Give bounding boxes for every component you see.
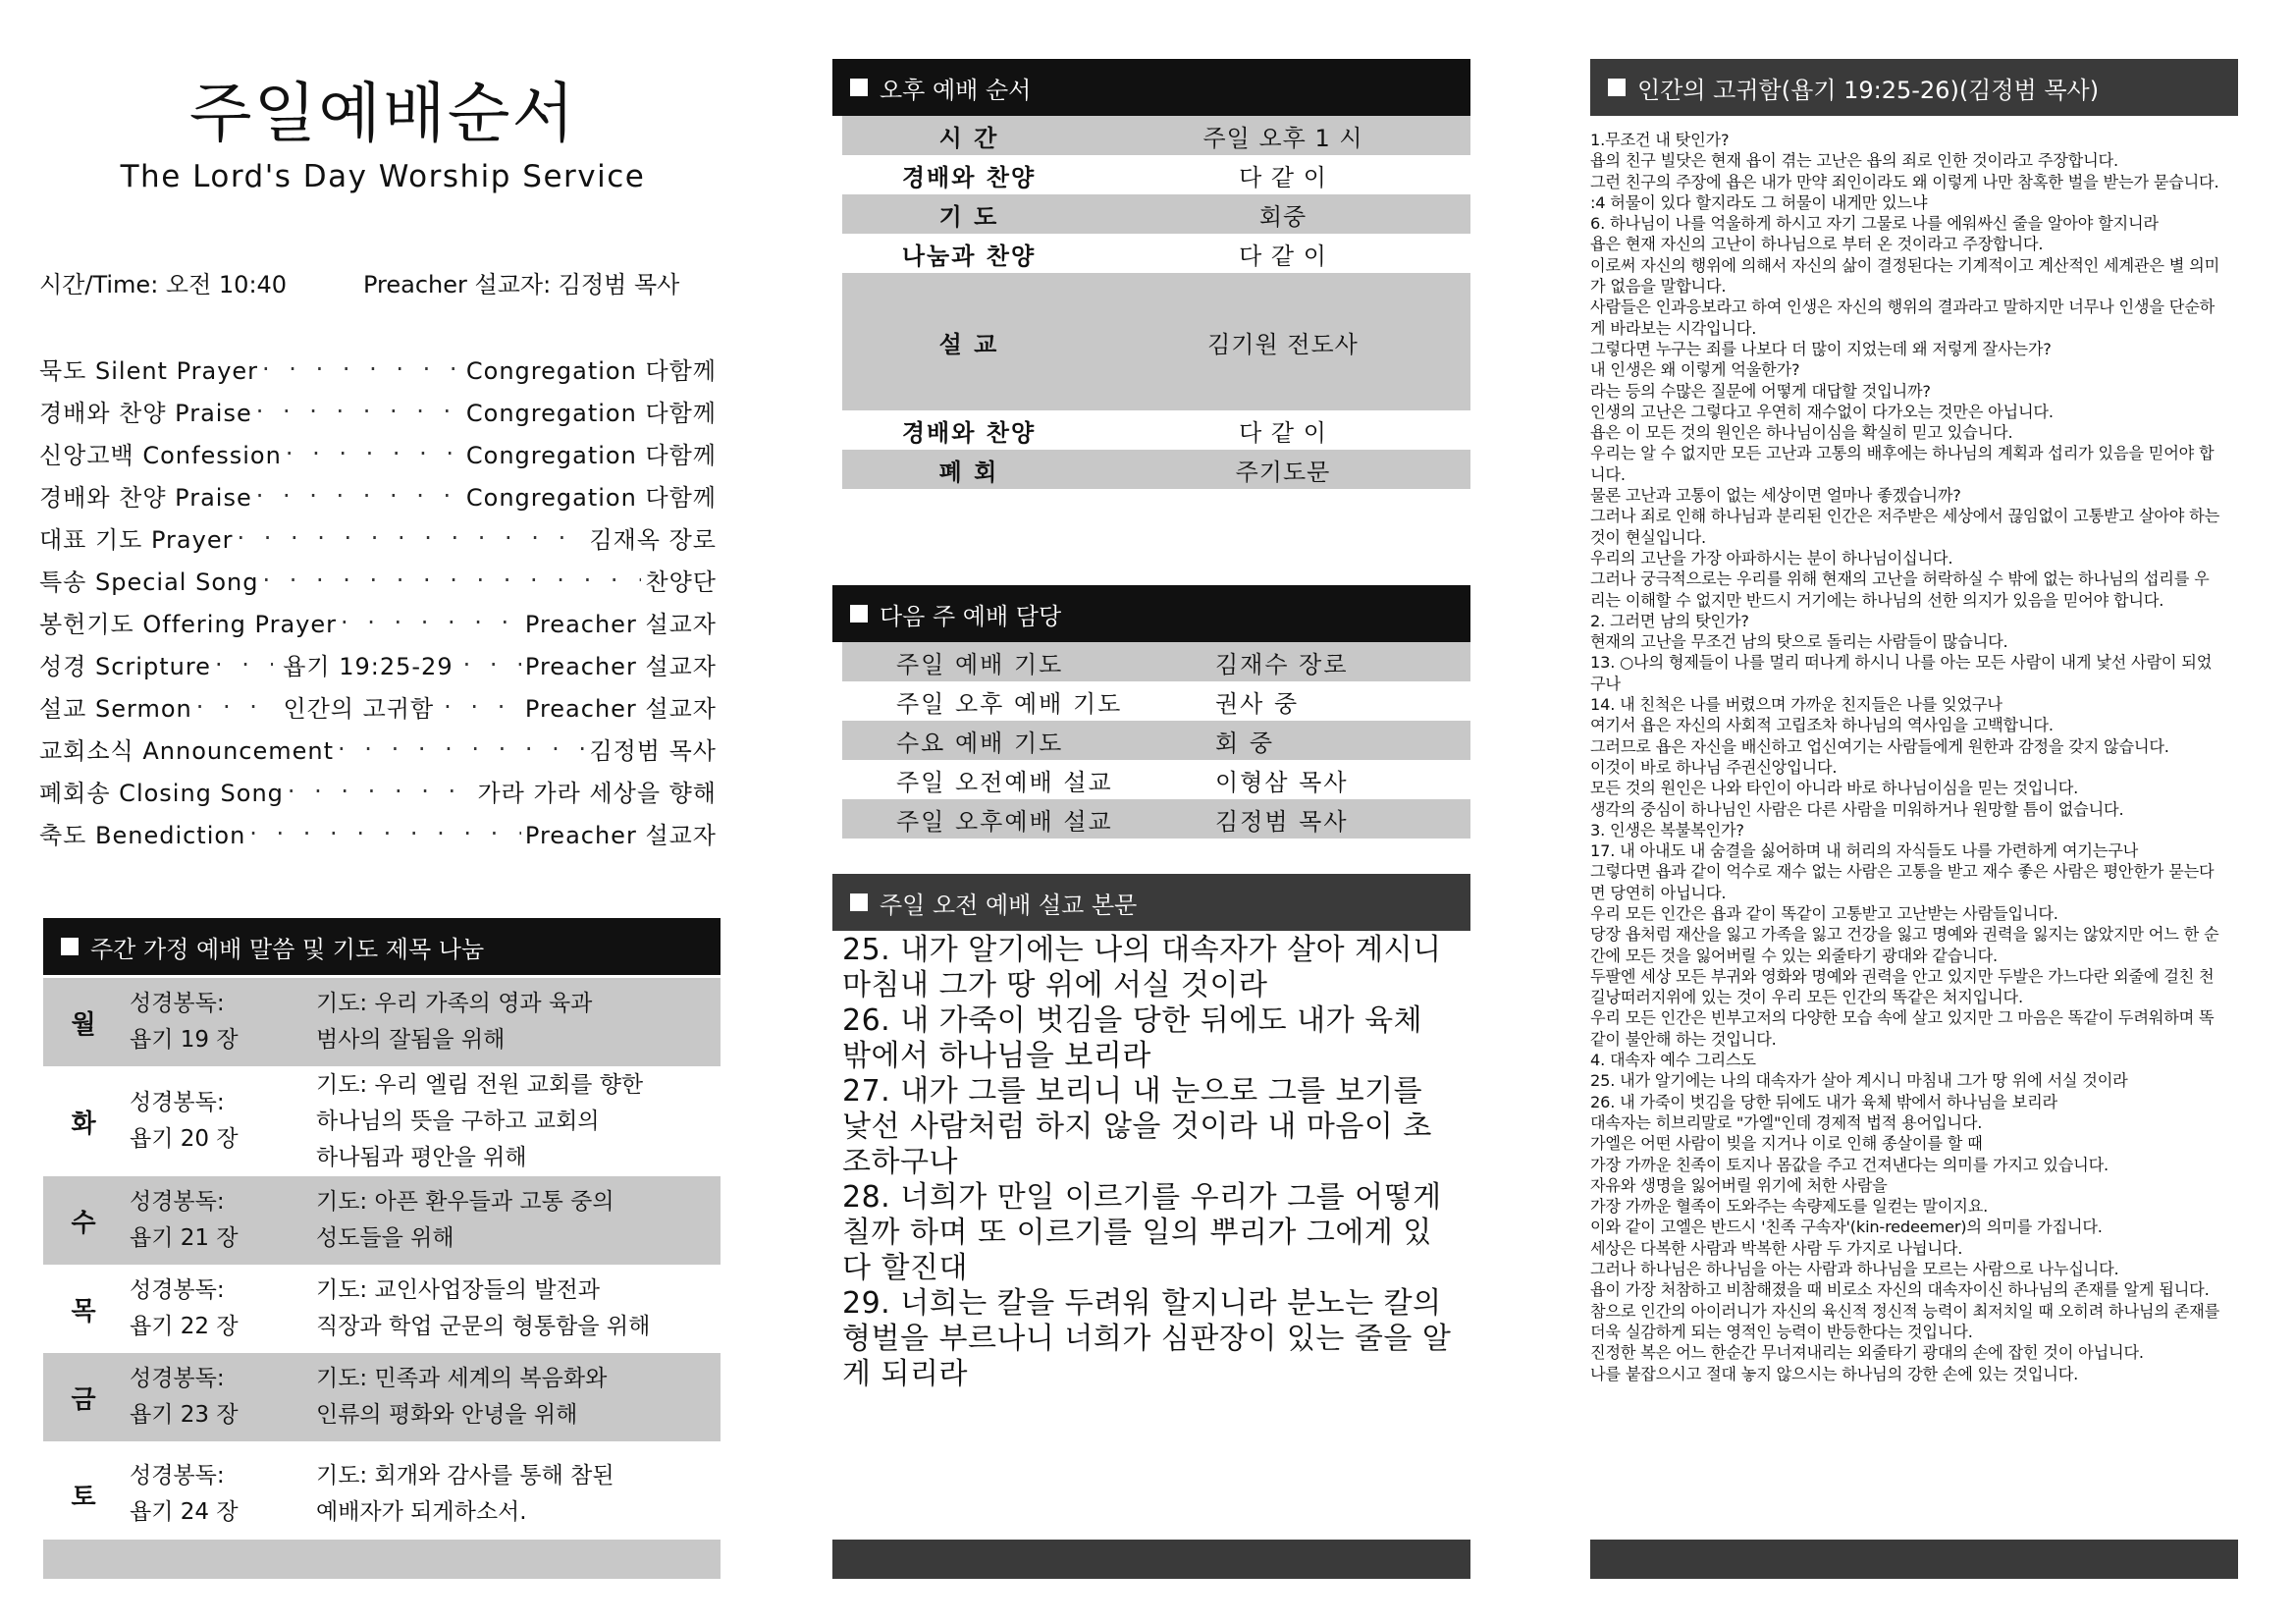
schedule-item: 나눔과 찬양 xyxy=(901,242,1037,270)
duty-role: 주일 예배 기도 xyxy=(896,650,1064,678)
duty-person: 권사 중 xyxy=(1215,689,1300,718)
weekday-label: 목 xyxy=(71,1296,96,1326)
essay-paragraph: 대속자는 히브리말로 "가엘"인데 경제적 법적 용어입니다. xyxy=(1590,1112,1983,1132)
prayer-topic xyxy=(316,1176,721,1265)
essay-paragraph: 생각의 중심이 하나님인 사람은 다른 사람을 미워하거나 원망할 틈이 없습니다. xyxy=(1590,799,2124,819)
schedule-item: 기 도 xyxy=(938,202,999,231)
bible-reading xyxy=(124,1441,316,1547)
leader-dots xyxy=(237,524,585,552)
bible-reading-chapter: 욥기 20 장 xyxy=(130,1126,239,1152)
prayer-topic xyxy=(316,978,721,1066)
bible-reading-chapter: 욥기 22 장 xyxy=(130,1314,239,1339)
weekday-label: 화 xyxy=(71,1109,96,1139)
order-item xyxy=(39,812,717,854)
middle-column xyxy=(832,0,1470,1624)
prayer-line: 범사의 잘됨을 위해 xyxy=(316,1027,506,1053)
essay-paragraph: 나를 붙잡으시고 절대 놓지 않으시는 하나님의 강한 손에 있는 것입니다. xyxy=(1590,1364,2079,1383)
weekly-header-label: 주간 가정 예배 말씀 및 기도 제목 나눔 xyxy=(90,935,485,963)
schedule-row xyxy=(842,234,1470,273)
bible-reading-chapter: 욥기 21 장 xyxy=(130,1225,239,1251)
prayer-line: 하나님의 뜻을 구하고 교회의 xyxy=(316,1108,600,1134)
essay-paragraph: 당장 욥처럼 재산을 잃고 가족을 잃고 건강을 잃고 명예와 권력을 잃지는 않았지만 어느 한 순간에 모든 것을 잃어버릴 수 있는 외줄타기 광대와 같습니다. xyxy=(1590,925,2219,965)
bible-reading-label: 성경봉독: xyxy=(130,1090,225,1115)
order-item-label: 축도 Benediction xyxy=(39,822,246,849)
leader-dots xyxy=(444,693,521,721)
schedule-leader: 김기원 전도사 xyxy=(1207,330,1359,358)
essay-paragraph: 라는 등의 수많은 질문에 어떻게 대답할 것입니까? xyxy=(1590,381,1931,401)
bible-reading-chapter: 욥기 24 장 xyxy=(130,1499,239,1525)
prayer-topic xyxy=(316,1353,721,1441)
square-bullet-icon xyxy=(850,893,868,911)
order-item-detail: 인간의 고귀함 xyxy=(283,695,435,723)
bible-reading xyxy=(124,978,316,1066)
schedule-item: 경배와 찬양 xyxy=(901,418,1037,447)
leader-dots xyxy=(341,609,521,636)
next-week-duty-table xyxy=(842,642,1470,839)
page-title: 주일예배순서 xyxy=(188,76,577,151)
essay-paragraph: 그런 친구의 주장에 욥은 내가 만약 죄인이라도 왜 이렇게 나만 참혹한 벌을 받는가 묻습니다. xyxy=(1590,172,2219,191)
square-bullet-icon xyxy=(61,938,79,955)
duty-row xyxy=(842,799,1470,839)
bible-reading-label: 성경봉독: xyxy=(130,1463,225,1489)
essay-paragraph: 참으로 인간의 아이러니가 자신의 육신적 정신적 능력이 최저치일 때 오히려 하나님의 존재를 더욱 실감하게 되는 영적인 능력이 반등한다는 것입니다. xyxy=(1590,1301,2220,1341)
duty-row xyxy=(842,760,1470,799)
schedule-row xyxy=(842,155,1470,194)
leader-dots xyxy=(196,693,274,721)
schedule-item: 설 교 xyxy=(938,330,999,358)
bible-reading-label: 성경봉독: xyxy=(130,1277,225,1303)
essay-paragraph: 그러나 죄로 인해 하나님과 분리된 인간은 저주받은 세상에서 끊임없이 고통받고 살아야 하는 것이 현실입니다. xyxy=(1590,507,2220,547)
essay-paragraph: 25. 내가 알기에는 나의 대속자가 살아 계시니 마침내 그가 땅 위에 서실 것이라 xyxy=(1590,1071,2128,1091)
essay-paragraph: 14. 내 친척은 나를 버렸으며 가까운 친지들은 나를 잊었구나 xyxy=(1590,695,2002,715)
order-item xyxy=(39,770,717,812)
sermon-essay xyxy=(1590,130,2223,1384)
leader-dots xyxy=(249,820,521,847)
essay-paragraph: 우리는 알 수 없지만 모든 고난과 고통의 배후에는 하나님의 계획과 섭리가 있음을 믿어야 합니다. xyxy=(1590,444,2215,484)
essay-paragraph: 욥이 가장 처참하고 비참해졌을 때 비로소 자신의 대속자이신 하나님의 존재를 알게 됩니다. xyxy=(1590,1280,2210,1300)
bible-reading xyxy=(124,1066,316,1176)
order-item-value: 찬양단 xyxy=(645,568,717,596)
essay-paragraph: 17. 내 아내도 내 숨결을 싫어하며 내 허리의 자식들도 나를 가련하게 여기는구나 xyxy=(1590,841,2139,861)
service-preacher: Preacher 설교자: 김정범 목사 xyxy=(363,271,680,298)
order-item-label: 경배와 찬양 Praise xyxy=(39,400,252,427)
essay-paragraph: 현재의 고난을 무조건 남의 탓으로 돌리는 사람들이 많습니다. xyxy=(1590,632,2008,652)
duty-person: 김재수 장로 xyxy=(1215,650,1349,678)
scripture-verse: 25. 내가 알기에는 나의 대속자가 살아 계시니 마침내 그가 땅 위에 서실 것이라 xyxy=(842,933,1442,1002)
afternoon-header-label: 오후 예배 순서 xyxy=(880,76,1032,104)
scripture-verse: 26. 내 가죽이 벗김을 당한 뒤에도 내가 육체 밖에서 하나님을 보리라 xyxy=(842,1003,1423,1073)
prayer-line: 직장과 학업 군문의 형통함을 위해 xyxy=(316,1314,651,1339)
bible-reading-label: 성경봉독: xyxy=(130,991,225,1016)
order-item xyxy=(39,601,717,643)
schedule-item: 폐 회 xyxy=(938,458,999,486)
essay-paragraph: 4. 대속자 예수 그리스도 xyxy=(1590,1051,1756,1070)
order-item-label: 묵도 Silent Prayer xyxy=(39,357,259,385)
essay-paragraph: 이와 같이 고엘은 반드시 '친족 구속자'(kin-redeemer)의 의미를 가집니다. xyxy=(1590,1218,2103,1237)
essay-paragraph: 이로써 자신의 행위에 의해서 자신의 삶이 결정된다는 기계적이고 계산적인 세계관은 별 의미가 없음을 말합니다. xyxy=(1590,255,2220,297)
weekly-row xyxy=(43,1265,721,1353)
weekly-row xyxy=(43,978,721,1066)
middle-footer-bar xyxy=(832,1540,1470,1579)
schedule-row xyxy=(842,194,1470,234)
order-item-value: 김재옥 장로 xyxy=(589,526,717,554)
duty-person: 김정범 목사 xyxy=(1215,807,1349,836)
leader-dots xyxy=(288,778,474,805)
order-item-value: Congregation 다함께 xyxy=(465,357,717,385)
weekday-label: 금 xyxy=(71,1384,96,1415)
duty-role: 수요 예배 기도 xyxy=(896,729,1064,757)
duty-role: 주일 오전예배 설교 xyxy=(896,768,1113,796)
essay-paragraph: 우리 모든 인간은 빈부고저의 다양한 모습 속에 살고 있지만 그 마음은 똑같이 두려워하며 똑같이 불안해 하는 것입니다. xyxy=(1590,1008,2215,1049)
order-item xyxy=(39,432,717,474)
essay-paragraph: 그러나 궁극적으로는 우리를 위해 현재의 고난을 허락하실 수 밖에 없는 하나님의 섭리를 우리는 이해할 수 없지만 반드시 거기에는 하나님의 선한 의지가 있음을 믿어야 합니다. xyxy=(1590,569,2210,610)
order-item-value: Congregation 다함께 xyxy=(465,442,717,469)
essay-paragraph: 진정한 복은 어느 한순간 무너져내리는 외줄타기 광대의 손에 잡힌 것이 아닙니다. xyxy=(1590,1343,2144,1363)
weekday-label: 월 xyxy=(71,1009,96,1040)
essay-paragraph: 자유와 생명을 잃어버릴 위기에 처한 사람을 xyxy=(1590,1175,1888,1195)
right-column xyxy=(1590,0,2238,1624)
prayer-line: 기도: 우리 가족의 영과 육과 xyxy=(316,991,593,1016)
essay-paragraph: 이것이 바로 하나님 주권신앙입니다. xyxy=(1590,757,1838,777)
essay-paragraph: 인생의 고난은 그렇다고 우연히 재수없이 다가오는 것만은 아닙니다. xyxy=(1590,402,2054,421)
prayer-line: 기도: 민족과 세계의 복음화와 xyxy=(316,1366,608,1391)
order-item-label: 봉헌기도 Offering Prayer xyxy=(39,611,337,638)
essay-paragraph: 13. ○나의 형제들이 나를 멀리 떠나게 하시니 나를 아는 모든 사람이 내게 낯선 사람이 되었구나 xyxy=(1590,653,2213,693)
prayer-line: 기도: 회개와 감사를 통해 참된 xyxy=(316,1463,614,1489)
order-item-label: 폐회송 Closing Song xyxy=(39,780,284,807)
weekly-row xyxy=(43,1066,721,1176)
order-item xyxy=(39,728,717,770)
order-item-value: 김정범 목사 xyxy=(589,737,717,765)
bible-reading xyxy=(124,1265,316,1353)
essay-paragraph: 세상은 다복한 사람과 박복한 사람 두 가지로 나뉩니다. xyxy=(1590,1238,1963,1258)
essay-section-header xyxy=(1590,59,2238,116)
duty-role: 주일 오후 예배 기도 xyxy=(896,689,1123,718)
bible-reading xyxy=(124,1353,316,1441)
duty-row xyxy=(842,681,1470,721)
prayer-topic xyxy=(316,1066,721,1176)
weekly-section-header xyxy=(43,918,721,975)
leader-dots xyxy=(338,735,585,763)
order-item-value: Preacher 설교자 xyxy=(524,822,717,849)
leader-dots xyxy=(256,398,462,425)
scripture-verse: 29. 너희는 칼을 두려워 할지니라 분노는 칼의 형벌을 부르나니 너희가 심판장이 있는 줄을 알게 되리라 xyxy=(842,1286,1452,1391)
essay-paragraph: 가장 가까운 혈족이 도와주는 속량제도를 일컫는 말이지요. xyxy=(1590,1197,1989,1217)
essay-paragraph: 그렇다면 욥과 같이 억수로 재수 없는 사람은 고통을 받고 재수 좋은 사람은 평안한가 묻는다면 당연히 아닙니다. xyxy=(1590,862,2215,902)
page-subtitle: The Lord's Day Worship Service xyxy=(120,159,646,194)
order-item-value: Congregation 다함께 xyxy=(465,484,717,512)
leader-dots xyxy=(215,651,273,678)
order-item xyxy=(39,474,717,516)
essay-paragraph: 물론 고난과 고통이 없는 세상이면 얼마나 좋겠습니까? xyxy=(1590,486,1961,506)
prayer-topic xyxy=(316,1441,721,1547)
schedule-leader: 주기도문 xyxy=(1235,458,1331,486)
schedule-row xyxy=(842,116,1470,155)
weekday-label: 토 xyxy=(71,1482,96,1512)
schedule-item: 경배와 찬양 xyxy=(901,163,1037,191)
square-bullet-icon xyxy=(1608,79,1626,96)
leader-dots xyxy=(256,482,462,510)
order-item xyxy=(39,516,717,559)
bible-reading-chapter: 욥기 19 장 xyxy=(130,1027,239,1053)
order-item-label: 대표 기도 Prayer xyxy=(39,526,234,554)
bible-reading-label: 성경봉독: xyxy=(130,1189,225,1215)
schedule-leader: 주일 오후 1 시 xyxy=(1202,124,1363,152)
duty-person: 이형삼 목사 xyxy=(1215,768,1349,796)
schedule-leader: 다 같 이 xyxy=(1239,418,1327,447)
essay-paragraph: 우리의 고난을 가장 아파하시는 분이 하나님이십니다. xyxy=(1590,548,1953,568)
duty-row xyxy=(842,642,1470,681)
essay-paragraph: 3. 인생은 복불복인가? xyxy=(1590,820,1744,839)
essay-paragraph: 가장 가까운 친족이 토지나 몸값을 주고 건져낸다는 의미를 가지고 있습니다. xyxy=(1590,1155,2109,1174)
left-footer-bar xyxy=(43,1540,721,1579)
sermon-header-label: 주일 오전 예배 설교 본문 xyxy=(880,891,1138,919)
essay-paragraph: :4 허물이 있다 할지라도 그 허물이 내게만 있느냐 xyxy=(1590,192,1928,212)
essay-paragraph: 26. 내 가죽이 벗김을 당한 뒤에도 내가 육체 밖에서 하나님을 보리라 xyxy=(1590,1092,2057,1111)
service-time: 시간/Time: 오전 10:40 xyxy=(39,271,288,298)
essay-paragraph: 욥은 이 모든 것의 원인은 하나님이심을 확실히 믿고 있습니다. xyxy=(1590,423,2013,443)
schedule-row xyxy=(842,410,1470,450)
service-info xyxy=(39,265,726,299)
prayer-line: 기도: 아픈 환우들과 고통 중의 xyxy=(316,1189,614,1215)
essay-paragraph: 내 인생은 왜 이렇게 억울한가? xyxy=(1590,360,1800,380)
sermon-text-header xyxy=(832,874,1470,931)
essay-paragraph: 6. 하나님이 나를 억울하게 하시고 자기 그물로 나를 에워싸신 줄을 알아야 할지니라 xyxy=(1590,214,2159,234)
order-item-value: Congregation 다함께 xyxy=(465,400,717,427)
leader-dots xyxy=(262,567,641,594)
bible-reading-label: 성경봉독: xyxy=(130,1366,225,1391)
essay-paragraph: 우리 모든 인간은 욥과 같이 똑같이 고통받고 고난받는 사람들입니다. xyxy=(1590,903,2058,923)
duty-section-header xyxy=(832,585,1470,642)
order-of-service xyxy=(39,348,717,854)
schedule-row xyxy=(842,273,1470,410)
duty-person: 회 중 xyxy=(1215,729,1274,757)
order-item-label: 신앙고백 Confession xyxy=(39,442,282,469)
order-item-label: 설교 Sermon xyxy=(39,695,192,723)
essay-paragraph: 여기서 욥은 자신의 사회적 고립조차 하나님의 역사임을 고백합니다. xyxy=(1590,716,2054,735)
order-item-value: Preacher 설교자 xyxy=(524,653,717,680)
prayer-line: 인류의 평화와 안녕을 위해 xyxy=(316,1402,578,1428)
left-column xyxy=(39,0,726,1624)
order-item-label: 교회소식 Announcement xyxy=(39,737,335,765)
leader-dots xyxy=(286,440,462,467)
order-item xyxy=(39,685,717,728)
prayer-line: 성도들을 위해 xyxy=(316,1225,454,1251)
order-item-detail: 욥기 19:25-29 xyxy=(283,653,454,680)
order-item xyxy=(39,643,717,685)
essay-paragraph: 욥은 현재 자신의 고난이 하나님으로 부터 온 것이라고 주장합니다. xyxy=(1590,235,2044,254)
schedule-leader: 다 같 이 xyxy=(1239,163,1327,191)
order-item xyxy=(39,559,717,601)
leader-dots xyxy=(463,651,521,678)
square-bullet-icon xyxy=(850,79,868,96)
square-bullet-icon xyxy=(850,605,868,623)
sermon-scripture xyxy=(842,933,1461,1392)
prayer-topic xyxy=(316,1265,721,1353)
prayer-line: 기도: 교인사업장들의 발전과 xyxy=(316,1277,600,1303)
essay-paragraph: 그러나 하나님은 하나님을 아는 사람과 하나님을 모르는 사람으로 나누십니다. xyxy=(1590,1260,2119,1279)
order-item-label: 경배와 찬양 Praise xyxy=(39,484,252,512)
order-item-label: 특송 Special Song xyxy=(39,568,259,596)
scripture-verse: 27. 내가 그를 보리니 내 눈으로 그를 보기를 낯선 사람처럼 하지 않을 것이라 내 마음이 초조하구나 xyxy=(842,1074,1432,1179)
essay-paragraph: 1.무조건 내 탓인가? xyxy=(1590,131,1730,149)
scripture-verse: 28. 너희가 만일 이르기를 우리가 그를 어떻게 칠까 하며 또 이르기를 일의 뿌리가 그에게 있다 할진대 xyxy=(842,1180,1442,1285)
essay-paragraph: 모든 것의 원인은 나와 타인이 아니라 바로 하나님이심을 믿는 것입니다. xyxy=(1590,779,2079,798)
essay-paragraph: 가엘은 어떤 사람이 빚을 지거나 이로 인해 종살이를 할 때 xyxy=(1590,1134,1983,1154)
schedule-leader: 다 같 이 xyxy=(1239,242,1327,270)
weekly-devotion-table xyxy=(43,978,721,1547)
order-item-label: 성경 Scripture xyxy=(39,653,211,680)
weekday-label: 수 xyxy=(71,1208,96,1238)
prayer-line: 예배자가 되게하소서. xyxy=(316,1499,527,1525)
essay-paragraph: 욥의 친구 빌닷은 현재 욥이 겪는 고난은 욥의 죄로 인한 것이라고 주장합니다. xyxy=(1590,151,2118,171)
weekly-row xyxy=(43,1441,721,1547)
bible-reading-chapter: 욥기 23 장 xyxy=(130,1402,239,1428)
prayer-line: 하나됨과 평안을 위해 xyxy=(316,1144,527,1170)
duty-row xyxy=(842,721,1470,760)
duty-role: 주일 오후예배 설교 xyxy=(896,807,1113,836)
essay-header-label: 인간의 고귀함(욥기 19:25-26)(김정범 목사) xyxy=(1637,76,2100,104)
afternoon-schedule xyxy=(842,116,1470,489)
weekly-row xyxy=(43,1176,721,1265)
essay-paragraph: 두팔엔 세상 모든 부귀와 영화와 명예와 권력을 안고 있지만 두발은 가느다란 외줄에 걸친 천길낭떠러지위에 있는 것이 우리 모든 인간의 똑같은 처지입니다. xyxy=(1590,966,2215,1007)
order-item-value: 가라 가라 세상을 향해 xyxy=(477,780,717,807)
afternoon-section-header xyxy=(832,59,1470,116)
order-item xyxy=(39,390,717,432)
right-footer-bar xyxy=(1590,1540,2238,1579)
bible-reading xyxy=(124,1176,316,1265)
schedule-item: 시 간 xyxy=(938,124,999,152)
leader-dots xyxy=(262,355,462,383)
order-item xyxy=(39,348,717,390)
essay-paragraph: 그러므로 욥은 자신을 배신하고 업신여기는 사람들에게 원한과 감정을 갖지 않습니다. xyxy=(1590,736,2169,756)
weekly-row xyxy=(43,1353,721,1441)
schedule-leader: 회중 xyxy=(1258,202,1308,231)
schedule-row xyxy=(842,450,1470,489)
essay-paragraph: 2. 그러면 남의 탓인가? xyxy=(1590,611,1749,630)
essay-paragraph: 사람들은 인과응보라고 하여 인생은 자신의 행위의 결과라고 말하지만 너무나 인생을 단순하게 바라보는 시각입니다. xyxy=(1590,298,2216,338)
essay-paragraph: 그렇다면 누구는 죄를 나보다 더 많이 지었는데 왜 저렇게 잘사는가? xyxy=(1590,339,2052,358)
order-item-value: Preacher 설교자 xyxy=(524,611,717,638)
duty-header-label: 다음 주 예배 담당 xyxy=(880,602,1062,630)
prayer-line: 기도: 우리 엘림 전원 교회를 향한 xyxy=(316,1071,644,1098)
order-item-value: Preacher 설교자 xyxy=(524,695,717,723)
